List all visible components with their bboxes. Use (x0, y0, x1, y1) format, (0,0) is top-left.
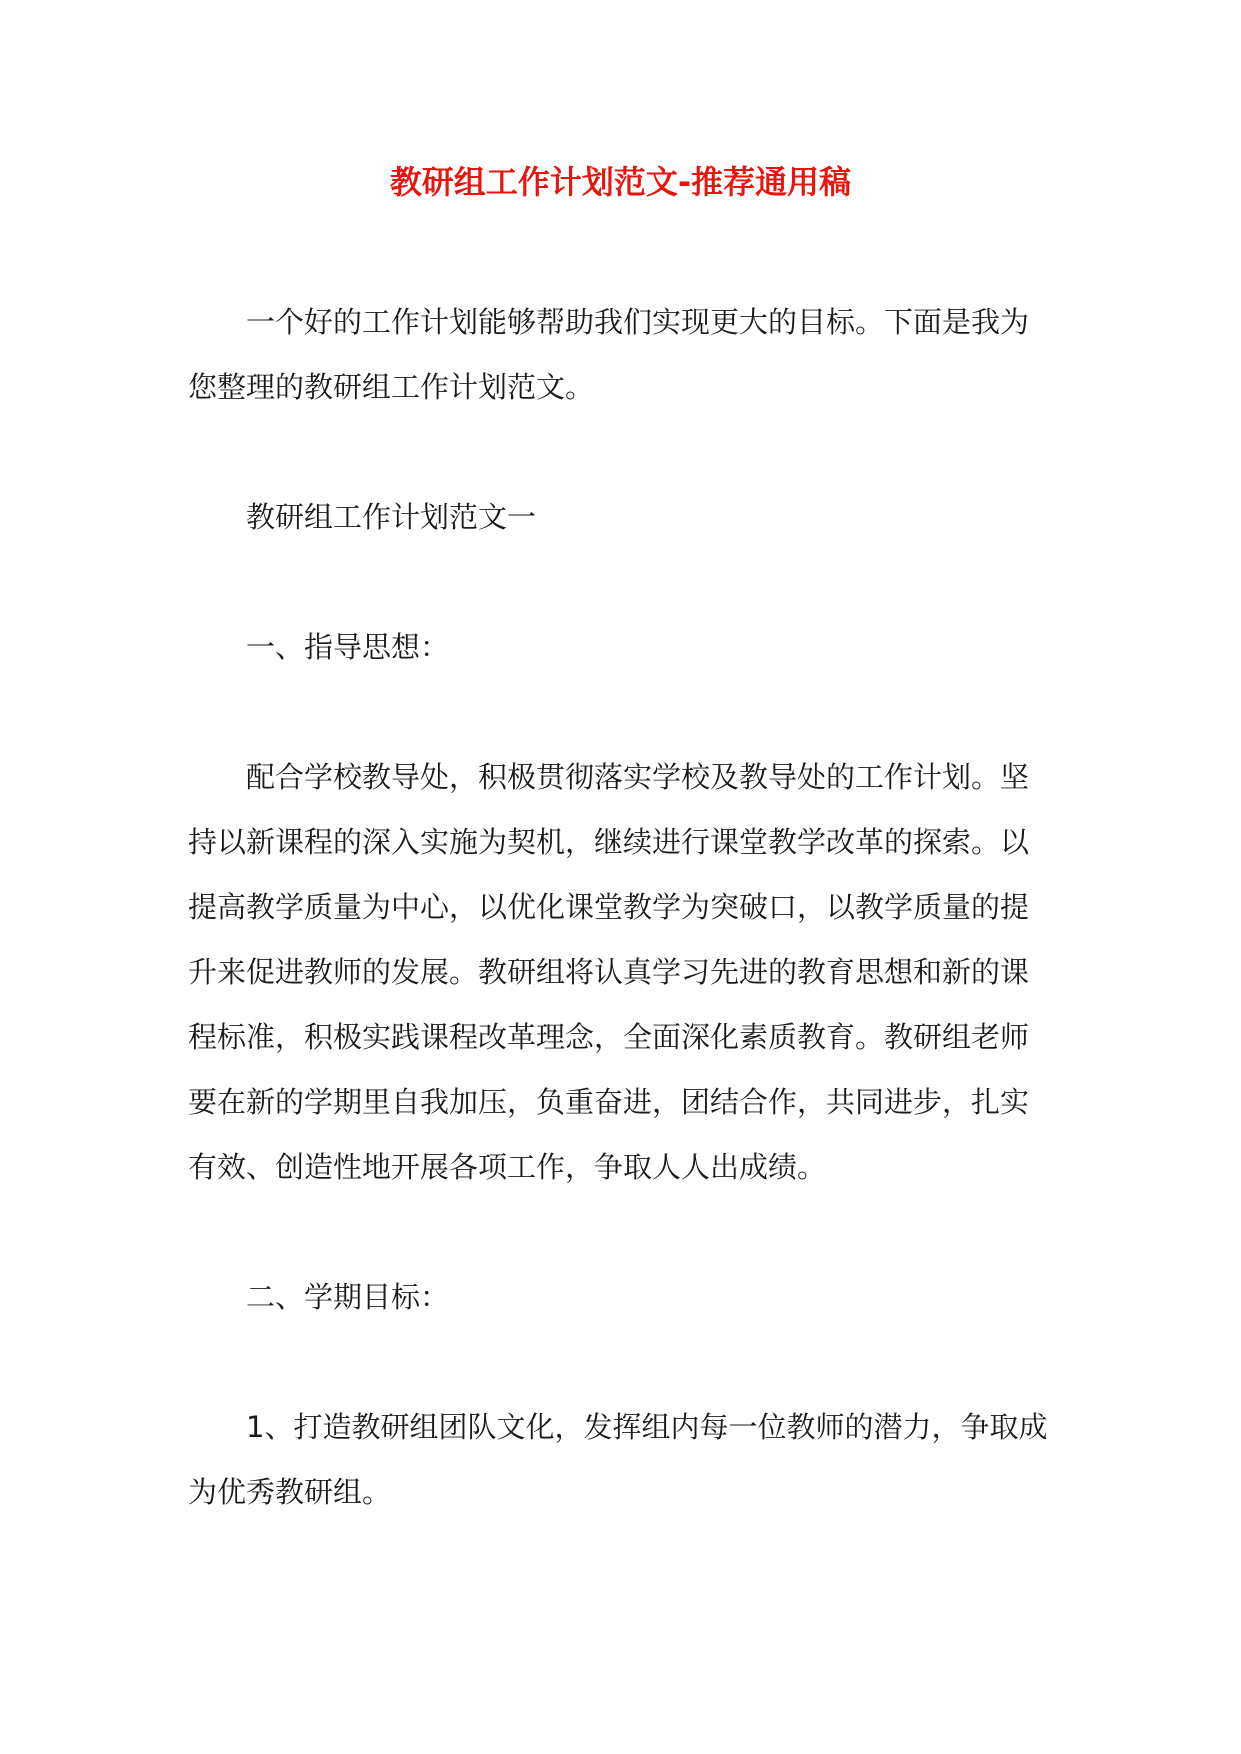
section-heading-plan-one: 教研组工作计划范文一 (246, 500, 537, 534)
intro-paragraph: 一个好的工作计划能够帮助我们实现更大的目标。下面是我为您整理的教研组工作计划范文。 (188, 305, 1030, 404)
section-heading-guiding-thought: 一、指导思想： (246, 630, 450, 664)
document-body (188, 290, 1052, 1525)
document-title: 教研组工作计划范文-推荐通用稿 (389, 163, 852, 201)
goal-item-1: 1、打造教研组团队文化，发挥组内每一位教师的潜力，争取成为优秀教研组。 (188, 1410, 1048, 1509)
guiding-thought-paragraph: 配合学校教导处，积极贯彻落实学校及教导处的工作计划。坚持以新课程的深入实施为契机，继续进行课堂教学改革的探索。以提高教学质量为中心，以优化课堂教学为突破口，以教学质量的提升来促进教师的发展。教研组将认真学习先进的教育思想和新的课程标准，积极实践课程改革理念，全面深化素质教育。教研组老师要在新的学期里自我加压，负重奋进，团结合作，共同进步，扎实有效、创造性地开展各项工作，争取人人出成绩。 (188, 760, 1030, 1184)
section-heading-semester-goals: 二、学期目标： (246, 1280, 450, 1314)
